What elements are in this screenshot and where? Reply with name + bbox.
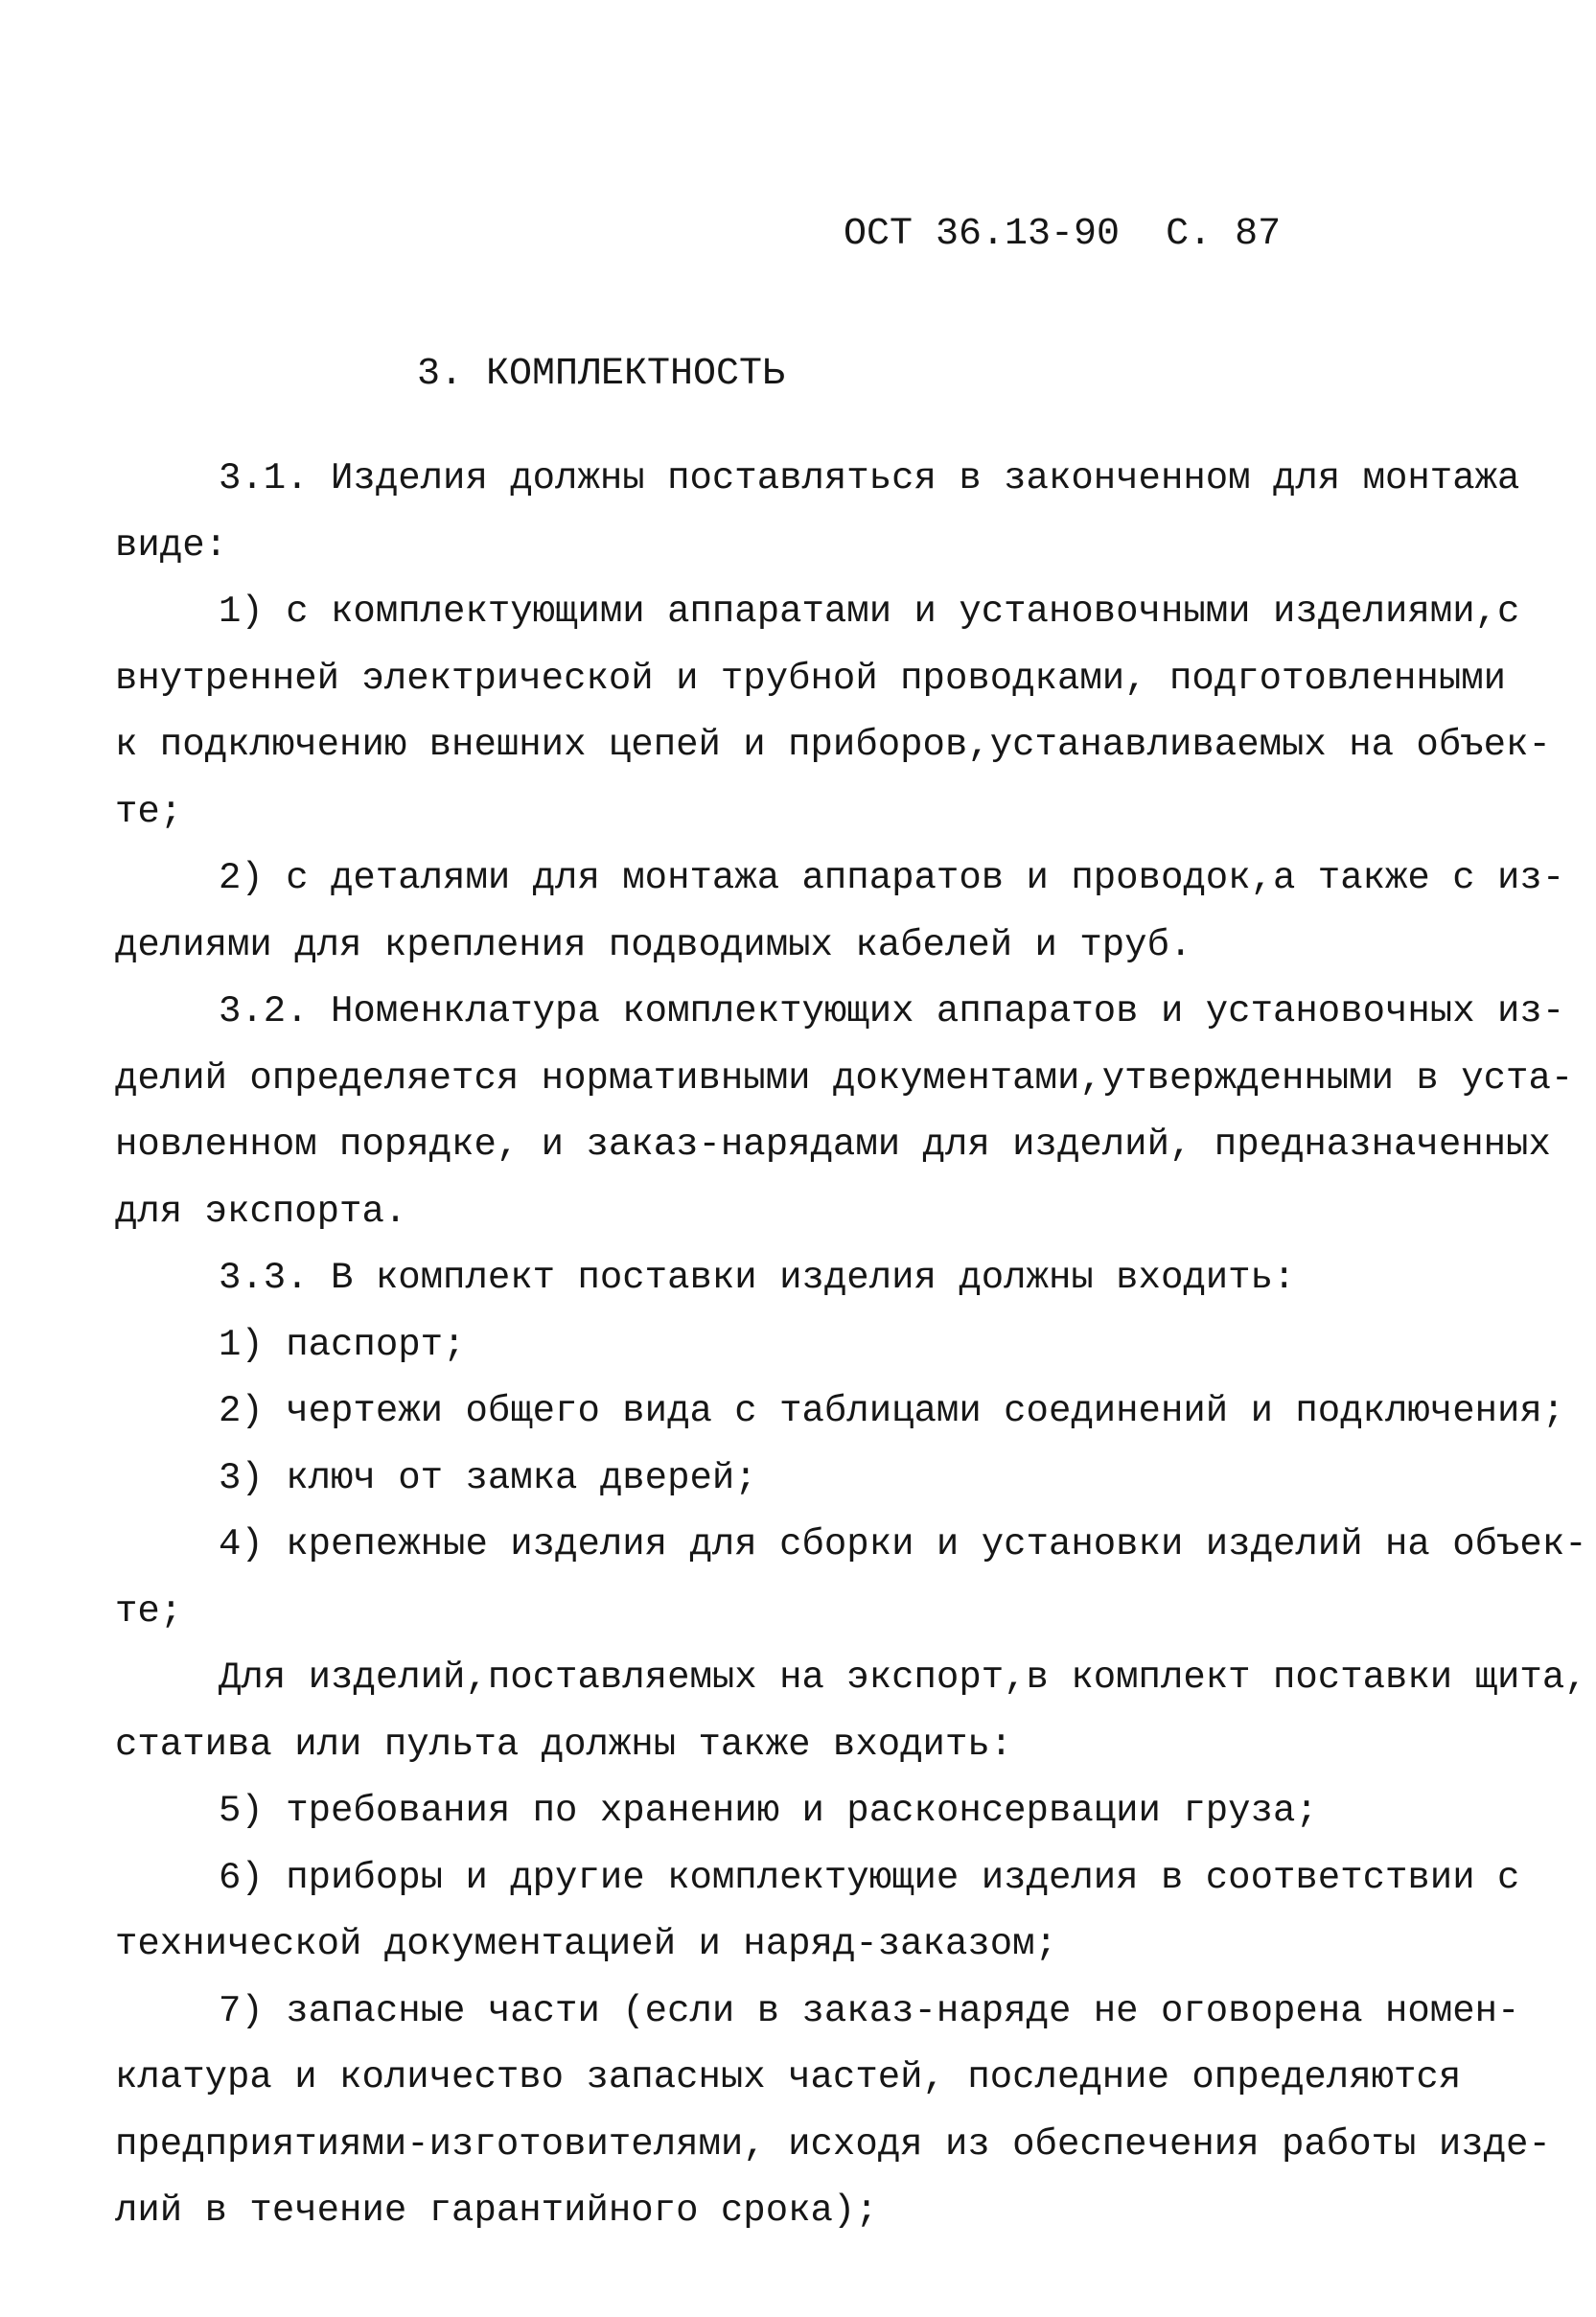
text-line: те; <box>115 790 183 833</box>
text-line: 7) запасные части (если в заказ-наряде не оговорена номен- <box>219 1989 1520 2032</box>
text-line: 3.2. Номенклатура комплектующих аппаратов и установочных из- <box>219 990 1565 1032</box>
text-line: к подключению внешних цепей и приборов,устанавливаемых на объек- <box>115 724 1551 766</box>
text-line: статива или пульта должны также входить: <box>115 1723 1013 1766</box>
text-line: 3.1. Изделия должны поставляться в законченном для монтажа <box>219 457 1520 499</box>
text-line: лий в течение гарантийного срока); <box>115 2190 878 2232</box>
text-line: те; <box>115 1589 183 1633</box>
text-line: Для изделий,поставляемых на экспорт,в комплект поставки щита, <box>219 1657 1587 1699</box>
text-line: 1) паспорт; <box>219 1323 466 1366</box>
text-line: 3.3. В комплект поставки изделия должны входить: <box>219 1257 1296 1299</box>
text-line: технической документацией и наряд-заказом; <box>115 1923 1057 1965</box>
text-line: 4) крепежные изделия для сборки и установки изделий на объек- <box>219 1523 1587 1565</box>
text-line: делий определяется нормативными документами,утвержденными в уста- <box>115 1056 1574 1100</box>
doc-code: ОСТ 36.13-90 <box>844 213 1121 256</box>
section-title: 3. КОМПЛЕКТНОСТЬ <box>417 353 786 396</box>
page-number: С. 87 <box>1166 213 1282 256</box>
text-line: виде: <box>115 523 228 567</box>
page-header <box>844 213 1281 256</box>
text-line: 5) требования по хранению и расконсервации груза; <box>219 1790 1318 1832</box>
text-line: делиями для крепления подводимых кабелей и труб. <box>115 923 1192 966</box>
text-line: 2) с деталями для монтажа аппаратов и проводок,а также с из- <box>219 857 1565 899</box>
document-body <box>115 446 1587 2245</box>
text-line: предприятиями-изготовителями, исходя из обеспечения работы изде- <box>115 2122 1551 2166</box>
text-line: 3) ключ от замка дверей; <box>219 1456 757 1499</box>
text-line: 6) приборы и другие комплектующие изделия в соответствии с <box>219 1856 1520 1899</box>
text-line: клатура и количество запасных частей, последние определяются <box>115 2056 1462 2098</box>
text-line: внутренней электрической и трубной проводками, подготовленными <box>115 657 1507 700</box>
text-line: новленном порядке, и заказ-нарядами для изделий, предназначенных <box>115 1124 1551 1166</box>
text-line: 1) с комплектующими аппаратами и установочными изделиями,с <box>219 591 1520 633</box>
text-line: для экспорта. <box>115 1190 407 1233</box>
text-line: 2) чертежи общего вида с таблицами соединений и подключения; <box>219 1390 1565 1432</box>
